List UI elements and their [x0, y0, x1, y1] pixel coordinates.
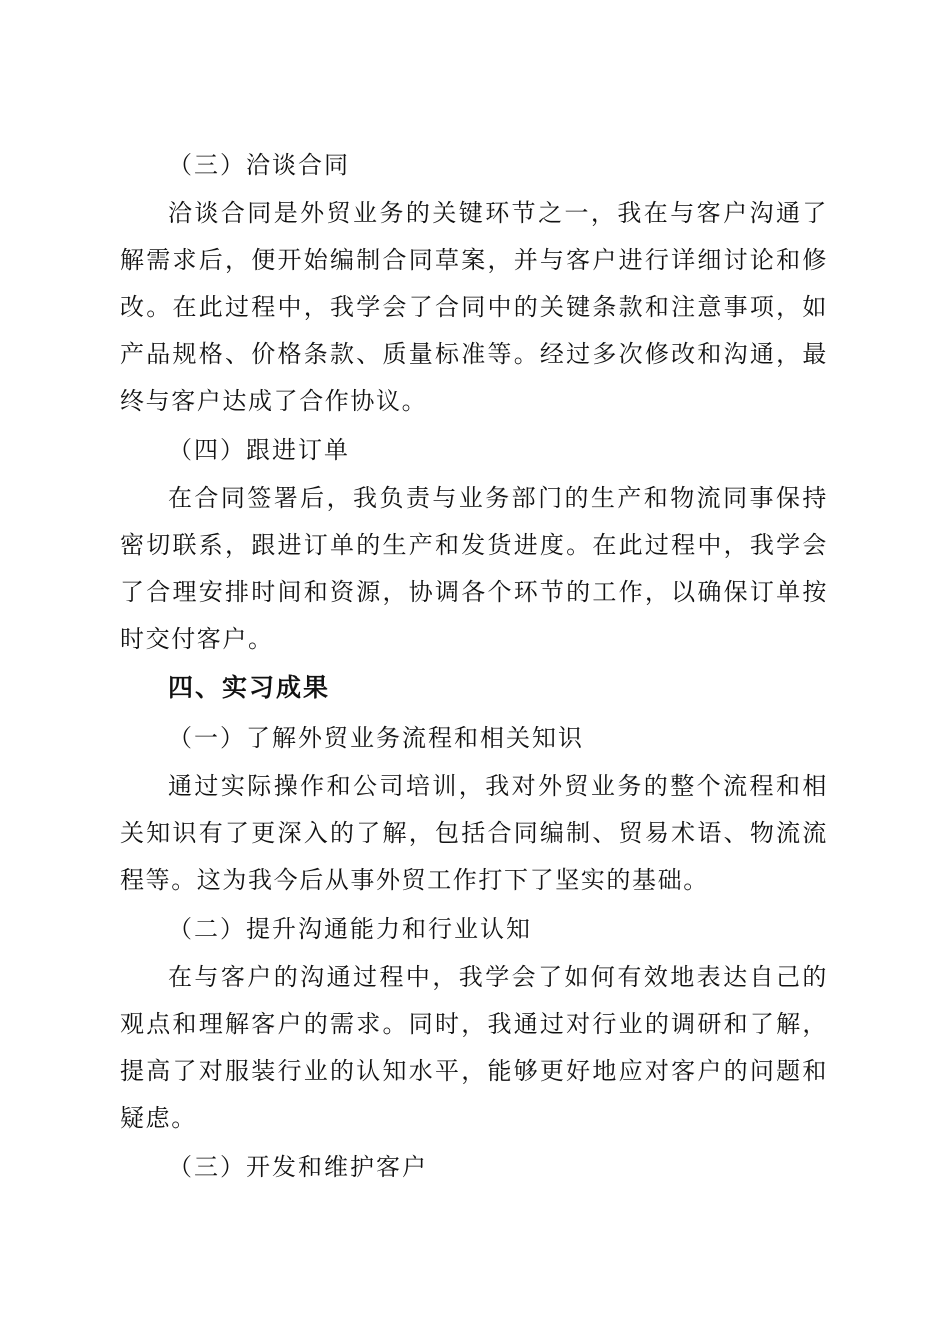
section-title-understand-process: （一）了解外贸业务流程和相关知识	[168, 724, 584, 752]
paragraph-communication: 在与客户的沟通过程中，我学会了如何有效地表达自己的观点和理解客户的需求。同时，我通过对行业的调研和了解，提高了对服装行业的认知水平，能够更好地应对客户的问题和疑虑。	[120, 963, 828, 1132]
section-title-communication: （二）提升沟通能力和行业认知	[168, 915, 532, 943]
paragraph-negotiate-contract: 洽谈合同是外贸业务的关键环节之一，我在与客户沟通了解需求后，便开始编制合同草案，并与客户进行详细讨论和修改。在此过程中，我学会了合同中的关键条款和注意事项，如产品规格、价格条款、质量标准等。经过多次修改和沟通，最终与客户达成了合作协议。	[120, 199, 828, 415]
paragraph-follow-orders: 在合同签署后，我负责与业务部门的生产和物流同事保持密切联系，跟进订单的生产和发货进度。在此过程中，我学会了合理安排时间和资源，协调各个环节的工作，以确保订单按时交付客户。	[120, 484, 828, 653]
paragraph-understand-process: 通过实际操作和公司培训，我对外贸业务的整个流程和相关知识有了更深入的了解，包括合同编制、贸易术语、物流流程等。这为我今后从事外贸工作打下了坚实的基础。	[120, 772, 828, 894]
section-title-develop-clients: （三）开发和维护客户	[168, 1153, 428, 1181]
heading-internship-results: 四、实习成果	[168, 673, 331, 702]
section-title-follow-orders: （四）跟进订单	[168, 436, 350, 464]
section-title-negotiate-contract: （三）洽谈合同	[168, 151, 350, 179]
document-body	[120, 140, 828, 1192]
